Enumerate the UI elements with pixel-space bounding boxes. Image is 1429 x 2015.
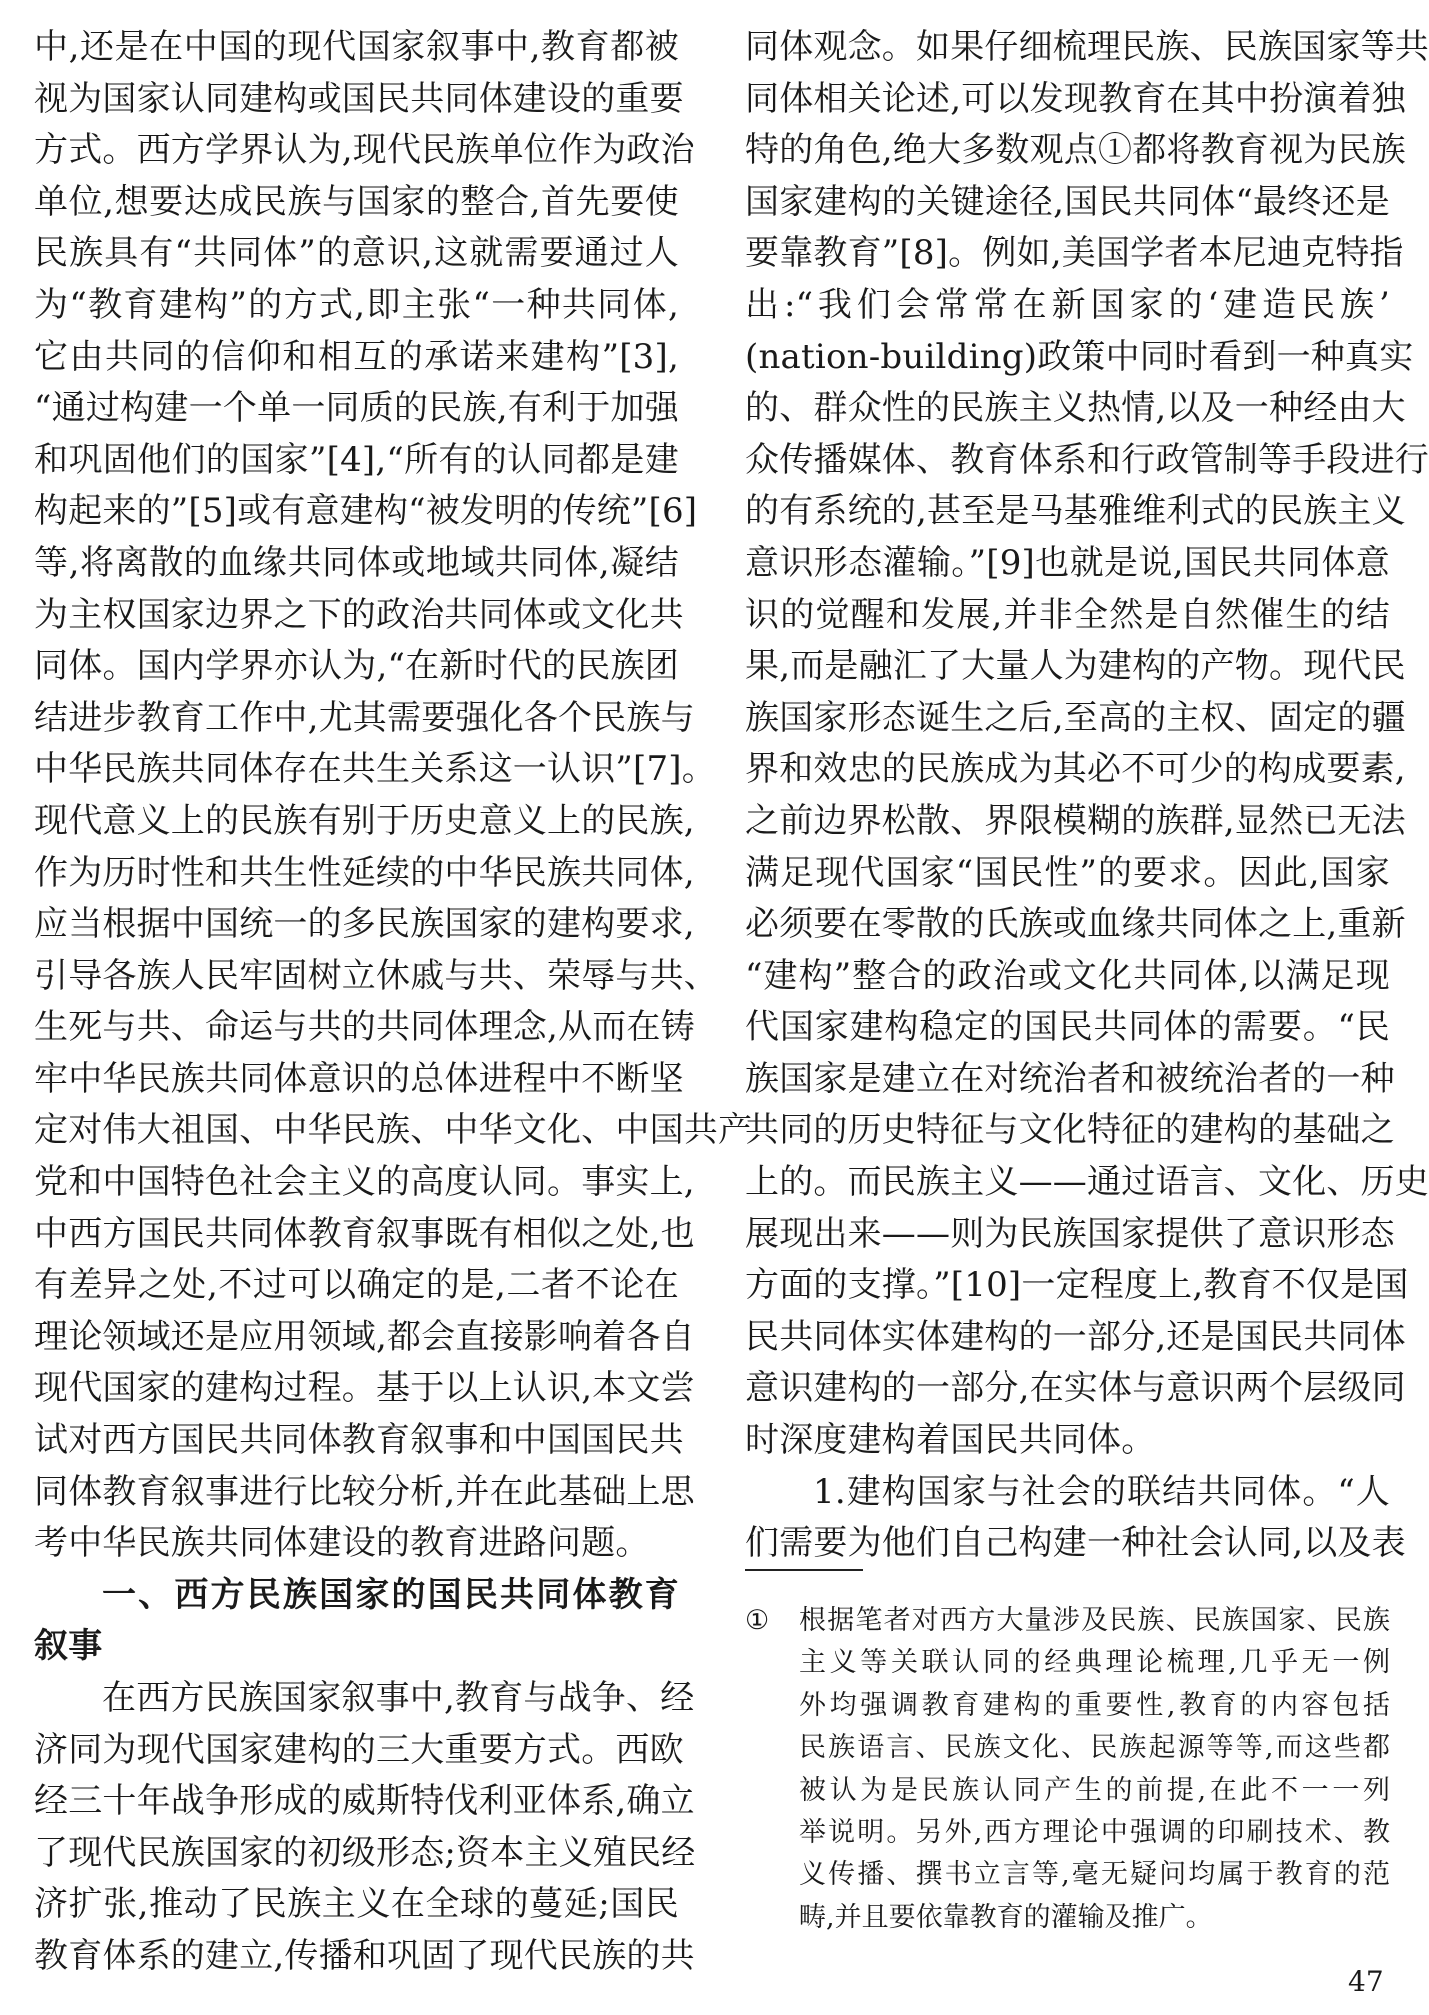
body-text-line: 单位,想要达成民族与国家的整合,首先要使 (34, 181, 679, 222)
body-text-line: 意识建构的一部分,在实体与意识两个层级同 (745, 1368, 1406, 1409)
body-text-line: 视为国家认同建构或国民共同体建设的重要 (34, 78, 684, 119)
footnote-line: 主义等关联认同的经典理论梳理,几乎无一例 (799, 1647, 1390, 1679)
footnote-line: 民族语言、民族文化、民族起源等等,而这些都 (799, 1732, 1390, 1764)
body-text-line: 定对伟大祖国、中华民族、中华文化、中国共产 (34, 1110, 753, 1151)
body-text-line: 展现出来——则为民族国家提供了意识形态 (745, 1213, 1395, 1254)
section-heading: 一、西方民族国家的国民共同体教育 (102, 1574, 679, 1615)
body-text-line: 特的角色,绝大多数观点①都将教育视为民族 (745, 130, 1406, 171)
footnote-line: 根据笔者对西方大量涉及民族、民族国家、民族 (799, 1605, 1390, 1636)
footnote-line: 义传播、撰书立言等,毫无疑问均属于教育的范 (799, 1859, 1390, 1891)
body-text-line: “建构”整合的政治或文化共同体,以满足现 (745, 955, 1390, 996)
body-text-line: 要靠教育”[8]。例如,美国学者本尼迪克特指 (745, 233, 1404, 274)
body-text-line: 之前边界松散、界限模糊的族群,显然已无法 (745, 800, 1406, 841)
body-text-line: “通过构建一个单一同质的民族,有利于加强 (34, 388, 679, 429)
body-text-line: 理论领域还是应用领域,都会直接影响着各自 (34, 1316, 695, 1357)
body-text-line: 必须要在零散的氏族或血缘共同体之上,重新 (745, 904, 1406, 945)
body-text-line: 同体相关论述,可以发现教育在其中扮演着独 (745, 78, 1406, 119)
body-text-line: 它由共同的信仰和相互的承诺来建构”[3], (34, 336, 679, 377)
body-text-line: 国家建构的关键途径,国民共同体“最终还是 (745, 181, 1390, 222)
body-text-line: 民族具有“共同体”的意识,这就需要通过人 (34, 233, 679, 274)
body-text-line: 同体观念。如果仔细梳理民族、民族国家等共 (745, 27, 1429, 67)
body-text-line: 济扩张,推动了民族主义在全球的蔓延;国民 (34, 1884, 679, 1925)
body-text-line: 识的觉醒和发展,并非全然是自然催生的结 (745, 594, 1390, 635)
body-text-line: (nation-building)政策中同时看到一种真实 (745, 336, 1414, 377)
body-text-line: 经三十年战争形成的威斯特伐利亚体系,确立 (34, 1781, 695, 1822)
body-text-line: 出:“我们会常常在新国家的‘建造民族’ (745, 284, 1390, 325)
body-text-line: 同体。国内学界亦认为,“在新时代的民族团 (34, 646, 679, 687)
body-text-line: 引导各族人民牢固树立休戚与共、荣辱与共、 (34, 955, 718, 996)
body-text-line: 族国家是建立在对统治者和被统治者的一种 (745, 1058, 1395, 1099)
body-text-line: 生死与共、命运与共的共同体理念,从而在铸 (34, 1007, 695, 1048)
body-text-line: 民共同体实体建构的一部分,还是国民共同体 (745, 1316, 1406, 1357)
body-text-line: 教育体系的建立,传播和巩固了现代民族的共 (34, 1935, 695, 1976)
footnote-line: 畴,并且要依靠教育的灌输及推广。 (799, 1901, 1213, 1933)
body-text-line: 了现代民族国家的初级形态;资本主义殖民经 (34, 1832, 696, 1873)
footnote-line: 被认为是民族认同产生的前提,在此不一一列 (799, 1774, 1390, 1806)
body-text-line: 为主权国家边界之下的政治共同体或文化共 (34, 594, 684, 635)
body-text-line: 中,还是在中国的现代国家叙事中,教育都被 (34, 27, 679, 67)
body-text-line: 族国家形态诞生之后,至高的主权、固定的疆 (745, 697, 1406, 738)
body-text-line: 们需要为他们自己构建一种社会认同,以及表 (745, 1523, 1406, 1564)
body-text-line: 有差异之处,不过可以确定的是,二者不论在 (34, 1265, 679, 1306)
body-text-line: 方面的支撑。”[10]一定程度上,教育不仅是国 (745, 1265, 1409, 1306)
body-text-line: 牢中华民族共同体意识的总体进程中不断坚 (34, 1058, 684, 1099)
body-text-line: 应当根据中国统一的多民族国家的建构要求, (34, 904, 695, 945)
body-text-line: 在西方民族国家叙事中,教育与战争、经 (102, 1678, 695, 1718)
body-text-line: 现代国家的建构过程。基于以上认识,本文尝 (34, 1368, 695, 1409)
footnote-line: 外均强调教育建构的重要性,教育的内容包括 (799, 1689, 1390, 1721)
body-text-line: 中华民族共同体存在共生关系这一认识”[7]。 (34, 749, 716, 790)
body-text-line: 时深度建构着国民共同体。 (745, 1420, 1156, 1461)
body-text-line: 结进步教育工作中,尤其需要强化各个民族与 (34, 697, 695, 738)
right-column (745, 22, 1429, 1570)
body-text-line: 中西方国民共同体教育叙事既有相似之处,也 (34, 1213, 695, 1254)
body-text-line: 界和效忠的民族成为其必不可少的构成要素, (745, 749, 1406, 790)
body-text-line: 意识形态灌输。”[9]也就是说,国民共同体意 (745, 542, 1390, 583)
body-text-line: 满足现代国家“国民性”的要求。因此,国家 (745, 852, 1390, 893)
footnote-divider (745, 1569, 863, 1571)
body-text-line: 的有系统的,甚至是马基雅维利式的民族主义 (745, 491, 1406, 532)
section-heading: 叙事 (34, 1626, 103, 1667)
page-number: 47 (1348, 1965, 1384, 1998)
body-text-line: 和巩固他们的国家”[4],“所有的认同都是建 (34, 439, 679, 480)
body-text-line: 上的。而民族主义——通过语言、文化、历史 (745, 1162, 1429, 1203)
body-text-line: 众传播媒体、教育体系和行政管制等手段进行 (745, 439, 1429, 480)
body-text-line: 现代意义上的民族有别于历史意义上的民族, (34, 800, 695, 841)
body-text-line: 为“教育建构”的方式,即主张“一种共同体, (34, 284, 679, 325)
footnote-marker: ① (745, 1605, 770, 1636)
body-text-line: 果,而是融汇了大量人为建构的产物。现代民 (745, 646, 1406, 687)
body-text-line: 作为历时性和共生性延续的中华民族共同体, (34, 852, 695, 893)
body-text-line: 等,将离散的血缘共同体或地域共同体,凝结 (34, 542, 679, 583)
footnote-body (799, 1600, 1390, 1939)
body-text-line: 试对西方国民共同体教育叙事和中国国民共 (34, 1420, 684, 1461)
footnote-line: 举说明。另外,西方理论中强调的印刷技术、教 (799, 1816, 1390, 1848)
body-text-line: 党和中国特色社会主义的高度认同。事实上, (34, 1162, 695, 1203)
body-text-line: 代国家建构稳定的国民共同体的需要。“民 (745, 1007, 1390, 1048)
body-text-line: 构起来的”[5]或有意建构“被发明的传统”[6] (34, 491, 698, 532)
subsection-item: 1.建构国家与社会的联结共同体。“人 (813, 1471, 1390, 1512)
body-text-line: 考中华民族共同体建设的教育进路问题。 (34, 1523, 650, 1564)
body-text-line: 济同为现代国家建构的三大重要方式。西欧 (34, 1729, 684, 1770)
body-text-line: 的、群众性的民族主义热情,以及一种经由大 (745, 388, 1406, 429)
left-column (34, 22, 753, 1983)
body-text-line: 方式。西方学界认为,现代民族单位作为政治 (34, 130, 695, 171)
body-text-line: 同体教育叙事进行比较分析,并在此基础上思 (34, 1471, 695, 1512)
body-text-line: 共同的历史特征与文化特征的建构的基础之 (745, 1110, 1395, 1151)
